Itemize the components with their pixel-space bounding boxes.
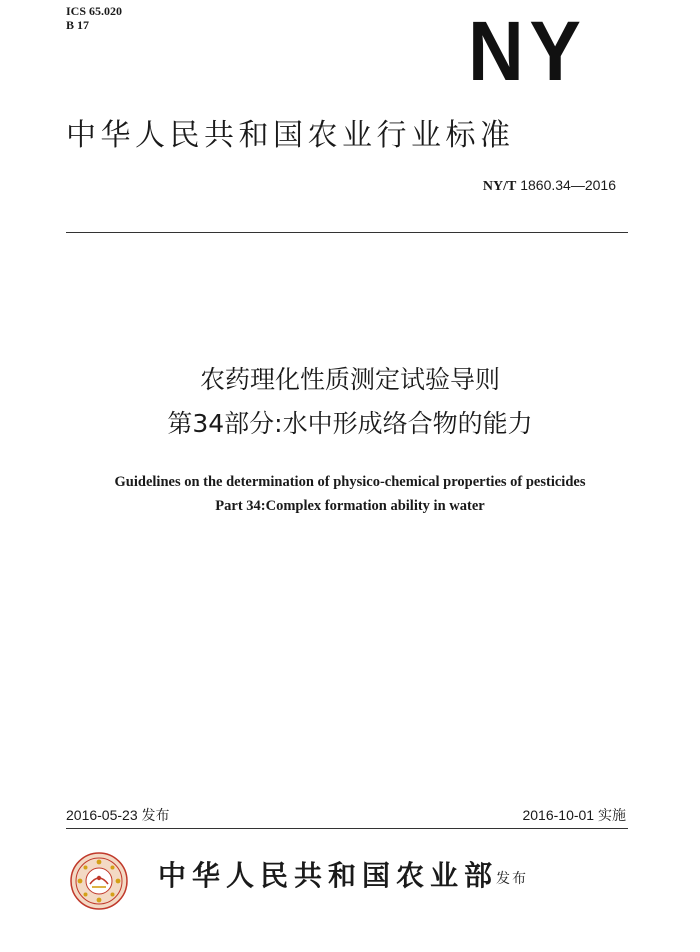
- national-emblem-icon: [70, 852, 128, 910]
- issue-date-block: [66, 806, 170, 824]
- issuer-publish-label: 发布: [496, 871, 528, 887]
- top-divider: [66, 232, 628, 233]
- chinese-title-line-2: 第34部分:水中形成络合物的能力: [167, 409, 533, 438]
- ccs-code: B 17: [66, 18, 90, 32]
- implementation-date: 2016-10-01: [522, 807, 595, 823]
- english-title-line-1: Guidelines on the determination of physico-chemical properties of pesticides: [114, 474, 586, 490]
- bottom-divider: [66, 828, 628, 829]
- english-title-line-2: Part 34:Complex formation ability in water: [215, 498, 485, 514]
- ny-logo: NY: [468, 4, 587, 98]
- implementation-date-block: [522, 806, 626, 824]
- issuing-ministry: 中华人民共和国农业部: [158, 859, 499, 892]
- ics-code: ICS 65.020: [66, 4, 123, 18]
- standard-number-prefix: NY/T: [482, 179, 517, 194]
- chinese-title-line-1: 农药理化性质测定试验导则: [199, 365, 500, 394]
- standard-number-code: 1860.34—2016: [520, 177, 616, 193]
- issue-date: 2016-05-23: [66, 807, 138, 823]
- standard-category-title: 中华人民共和国农业行业标准: [66, 118, 515, 153]
- issue-label: 发布: [141, 807, 170, 823]
- implementation-label: 实施: [598, 807, 626, 823]
- classification-block: [66, 4, 122, 32]
- standard-number: [483, 176, 616, 196]
